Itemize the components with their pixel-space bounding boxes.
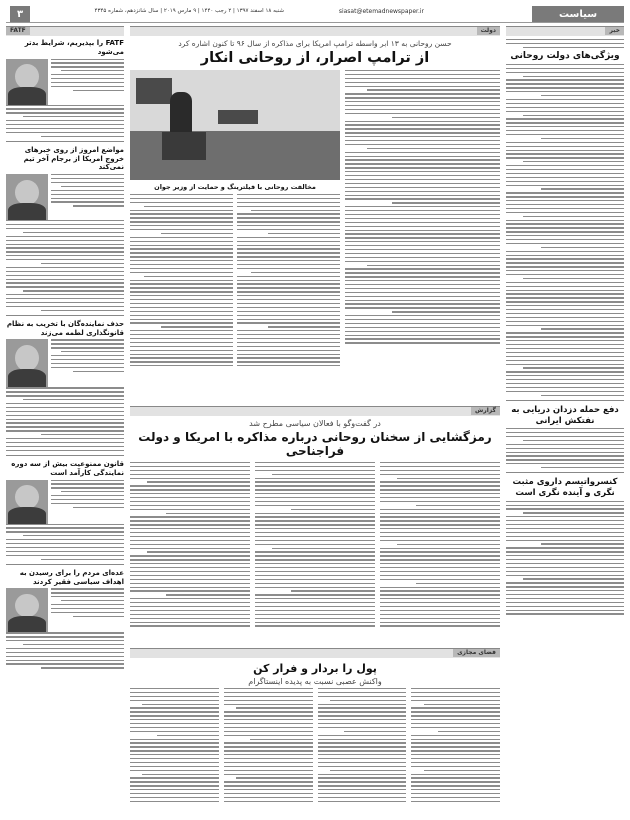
page-number: ۳: [10, 6, 30, 22]
portrait-photo: [6, 339, 48, 387]
article-headline: حذف نماینده‌گان با تخریب به نظام قانونگذاری لطمه می‌زند: [6, 319, 124, 337]
rubric-bar: [506, 26, 624, 36]
body-text: [506, 501, 624, 615]
article-headline: ویژگی‌های دولت روحانی: [510, 50, 620, 61]
report-kicker: در گفت‌وگو با فعالان سیاسی مطرح شد: [249, 419, 381, 428]
article-headline: دفع حمله دزدان دریایی به نفتکش ایرانی: [511, 404, 619, 426]
portrait-photo: [6, 588, 48, 632]
rubric-bar: [6, 26, 124, 36]
rubric-bar: [130, 26, 500, 36]
article-text-right: [345, 70, 500, 369]
rubric-label: FATF: [6, 27, 30, 35]
section-email: siasat@etemadnewspaper.ir: [338, 8, 424, 15]
body-text: [506, 428, 624, 468]
main-headline: از ترامپ اصرار، از روحانی انکار: [200, 50, 430, 66]
bottom-headline: پول را بردار و فرار کن: [253, 662, 377, 675]
portrait-photo: [6, 174, 48, 220]
right-column: [506, 26, 624, 814]
page-header: [6, 6, 624, 23]
body-text: [506, 39, 624, 48]
portrait-photo: [6, 59, 48, 105]
report-headline: رمزگشایی از سخنان روحانی درباره مذاکره با امریکا و دولت فراجناحی: [138, 430, 492, 458]
portrait-photo: [6, 480, 48, 524]
middle-column: [130, 26, 500, 814]
article-headline: FATF را بپذیریم، شرایط بدتر می‌شود: [24, 39, 124, 56]
main-kicker: حسن روحانی به ۱۳ ابر واسطه ترامپ امریکا برای مذاکره از سال ۹۶ تا کنون اشاره کرد: [178, 39, 452, 48]
article-headline: قانون ممنوعیت بیش از سه دوره نمایندگی کارآمد است: [11, 460, 124, 477]
article-headline: کنسرواتیسم داروی مثبت نگری و آینده نگری است: [512, 477, 618, 498]
body-text: [506, 64, 624, 396]
article-headline: عده‌ای مردم را برای رسیدن به اهداف سیاسی فقیر کردند: [19, 568, 124, 586]
rubric-label: دولت: [477, 27, 500, 35]
photo-caption: مخالفت روحانی با فیلترینگ و حمایت از وزیر جوان: [154, 183, 316, 191]
section-title: سیاست: [532, 6, 624, 22]
article-headline: مواضع امروز از روی خبرهای خروج امریکا از برجام آخر تیم نمی‌کند: [23, 145, 124, 172]
rubric-label: گزارش: [471, 407, 500, 415]
rubric-bar: [130, 406, 500, 416]
rouhani-photo: [130, 70, 340, 180]
rubric-bar: [130, 648, 500, 658]
rubric-label: فضای مجازی: [453, 649, 500, 657]
left-column: [6, 26, 124, 814]
issue-info: شنبه ۱۸ اسفند ۱۳۹۷ | ۲ رجب ۱۴۴۰ | ۹ مارس ۲۰۱۹ | سال شانزدهم، شماره ۴۳۴۵: [94, 8, 284, 14]
bottom-kicker: واکنش عصبی نسبت به پدیده اینستاگرام: [248, 677, 382, 686]
rubric-label: خبر: [605, 27, 624, 35]
